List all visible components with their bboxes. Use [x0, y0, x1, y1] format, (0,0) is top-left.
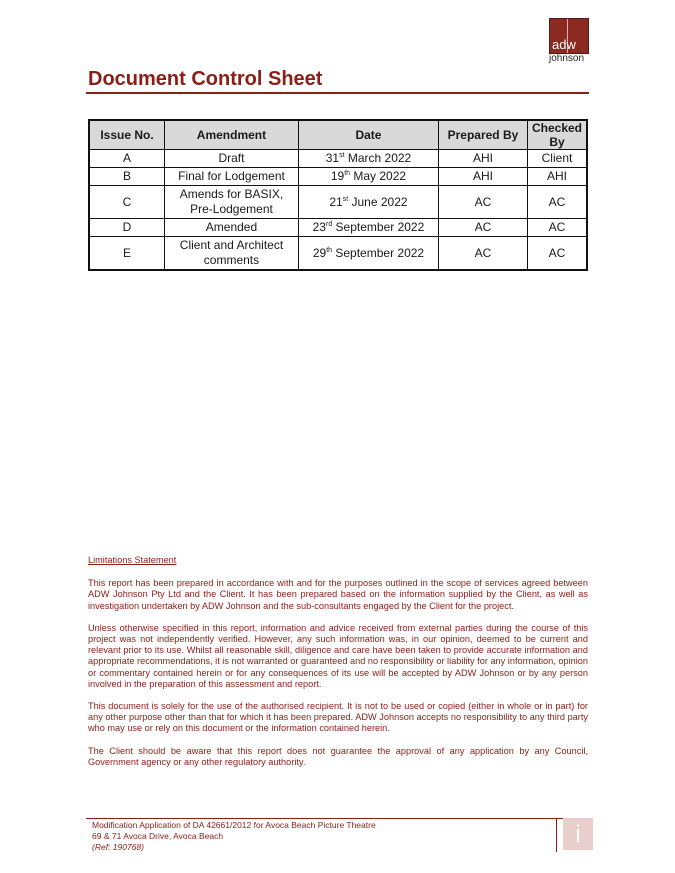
cell-amendment: [164, 237, 298, 271]
cell-checked-by: AHI: [527, 168, 587, 186]
table-row: [89, 168, 587, 186]
cell-date: [298, 186, 438, 219]
cell-issue: D: [89, 219, 164, 237]
page-footer: [92, 820, 376, 853]
footer-project-title: Modification Application of DA 42661/2012 for Avoca Beach Picture Theatre: [92, 820, 376, 830]
limitations-paragraph: The Client should be aware that this report does not guarantee the approval of any application by any Council, Government agency or any other regulatory authority.: [88, 745, 588, 767]
limitations-paragraph: This document is solely for the use of the authorised recipient. It is not to be used or copied (either in whole or in part) for any other purpose other than that for which it has been prepared. ADW Johnson accepts no responsibility to any third party who may use or rely on this document or the information contained herein.: [88, 701, 588, 734]
cell-checked-by: Client: [527, 150, 587, 168]
cell-issue: B: [89, 168, 164, 186]
cell-date: [298, 219, 438, 237]
date-day: 21: [329, 194, 343, 209]
cell-amendment: Draft: [164, 150, 298, 168]
date-day: 29: [312, 245, 327, 260]
header-issue-no: Issue No.: [89, 120, 164, 150]
cell-checked-by: AC: [527, 237, 587, 271]
logo-text-adw: adw: [552, 37, 576, 52]
cell-prepared-by: AC: [438, 219, 527, 237]
cell-date: [298, 237, 438, 271]
date-day: 19: [330, 169, 345, 183]
table-header-row: [89, 120, 587, 150]
cell-checked-by: AC: [527, 186, 587, 219]
cell-prepared-by: AHI: [438, 168, 527, 186]
cell-amendment: Final for Lodgement: [164, 168, 298, 186]
cell-issue: C: [89, 186, 164, 219]
cell-amendment: [164, 186, 298, 219]
footer-vertical-divider: [556, 818, 557, 852]
page-number-box: [563, 818, 593, 850]
date-day: 31: [325, 151, 340, 165]
footer-divider: [86, 818, 589, 819]
date-suffix: st: [339, 152, 345, 159]
limitations-heading: Limitations Statement: [88, 555, 177, 565]
cell-date: [298, 150, 438, 168]
amendment-line-1: Amends for BASIX,: [179, 187, 284, 201]
limitations-section: [88, 555, 588, 779]
date-rest: June 2022: [348, 194, 408, 209]
company-logo: [549, 18, 589, 64]
date-suffix: th: [344, 170, 351, 177]
amendment-line-2: Pre-Lodgement: [190, 202, 273, 216]
header-prepared-by: Prepared By: [438, 120, 527, 150]
header-amendment: Amendment: [164, 120, 298, 150]
cell-prepared-by: AC: [438, 237, 527, 271]
page-number: i: [575, 821, 581, 848]
cell-checked-by: AC: [527, 219, 587, 237]
amendment-line-1: Client and Architect: [179, 238, 284, 252]
cell-amendment: Amended: [164, 219, 298, 237]
date-rest: March 2022: [344, 151, 412, 165]
cell-issue: A: [89, 150, 164, 168]
table-row: [89, 237, 587, 271]
cell-prepared-by: AHI: [438, 150, 527, 168]
header-date: Date: [298, 120, 438, 150]
table-row: [89, 219, 587, 237]
amendment-line-2: comments: [203, 253, 260, 267]
table-row: [89, 150, 587, 168]
footer-reference: (Ref: 190768): [92, 842, 144, 852]
document-control-table: [88, 119, 588, 271]
logo-mark: [549, 18, 589, 54]
date-suffix: th: [326, 246, 333, 254]
date-rest: September 2022: [332, 245, 425, 260]
cell-issue: E: [89, 237, 164, 271]
limitations-paragraph: Unless otherwise specified in this report, information and advice received from external parties during the course of this project was not independently verified. However, any such information was, in our opinion, deemed to be current and relevant prior to its use. Whilst all reasonable skill, diligence and care have been taken to provide accurate information and appropriate recommendations, it is not warranted or guaranteed and no responsibility or liability for any information, opinion or commentary contained herein or for any consequences of its use will be accepted by ADW Johnson or by any person involved in the preparation of this assessment and report.: [88, 622, 588, 689]
limitations-paragraph: This report has been prepared in accordance with and for the purposes outlined in the scope of services agreed between ADW Johnson Pty Ltd and the Client. It has been prepared based on the information supplied by the Client, as well as investigation undertaken by ADW Johnson and the sub-consultants engaged by the Client for the project.: [88, 578, 588, 611]
date-rest: September 2022: [332, 220, 425, 234]
header-checked-by: Checked By: [527, 120, 587, 150]
date-rest: May 2022: [350, 169, 407, 183]
page-title: Document Control Sheet: [88, 68, 323, 90]
date-suffix: st: [342, 195, 349, 203]
cell-date: [298, 168, 438, 186]
cell-prepared-by: AC: [438, 186, 527, 219]
title-divider: [86, 92, 589, 94]
table-row: [89, 186, 587, 219]
logo-text-johnson: johnson: [549, 53, 585, 64]
date-day: 23: [312, 220, 326, 234]
footer-address: 69 & 71 Avoca Drive, Avoca Beach: [92, 831, 224, 841]
date-suffix: rd: [325, 221, 333, 228]
